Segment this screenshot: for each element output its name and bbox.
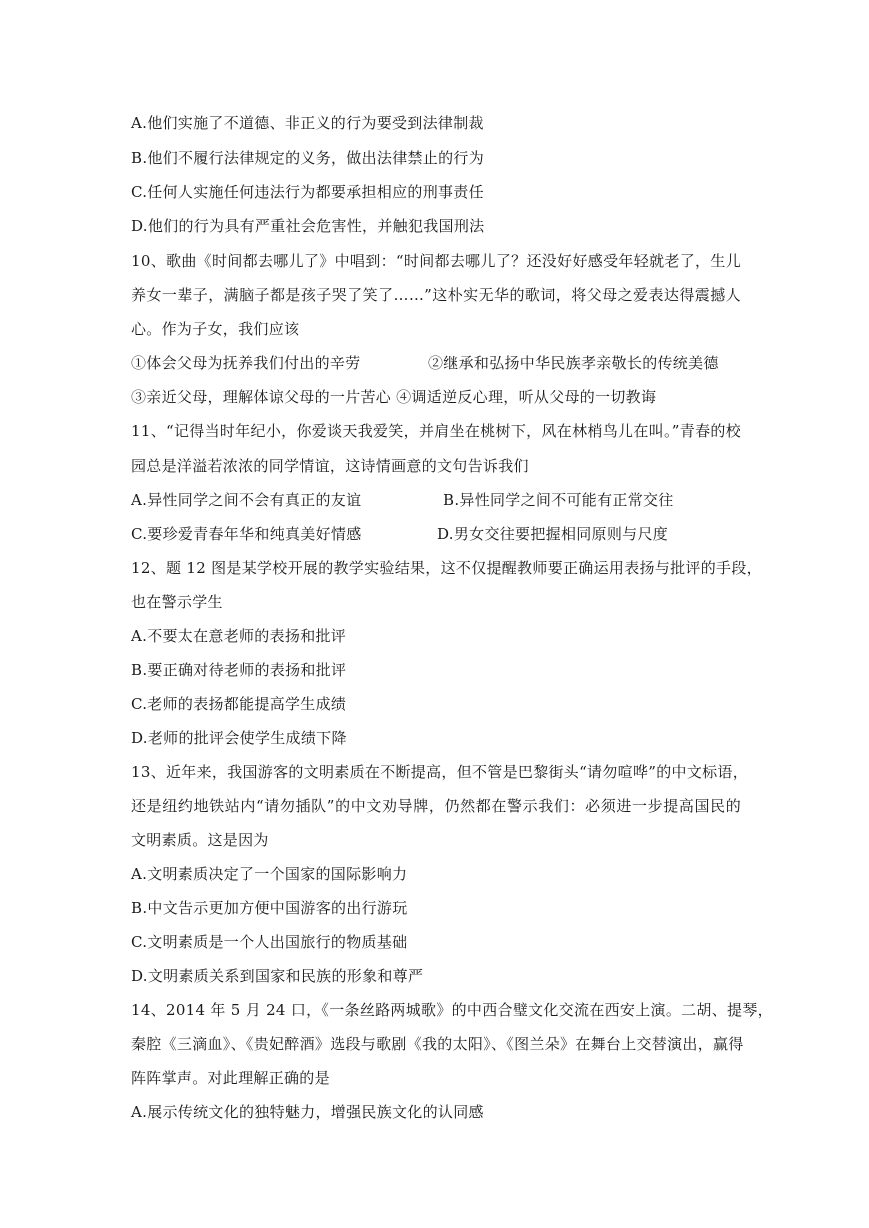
q11-stem-line-1: 11、“记得当时年纪小，你爱谈天我爱笑，并肩坐在桃树下，风在林梢鸟儿在叫。”青春的校 xyxy=(131,422,741,440)
q13-stem-line-2: 还是纽约地铁站内“请勿插队”的中文劝导牌，仍然都在警示我们：必须进一步提高国民的 xyxy=(131,797,741,815)
q12-stem-line-2: 也在警示学生 xyxy=(131,593,223,611)
q9-option-c: C.任何人实施任何违法行为都要承担相应的刑事责任 xyxy=(131,183,484,201)
q12-option-d: D.老师的批评会使学生成绩下降 xyxy=(131,729,347,747)
q11-option-b: B.异性同学之间不可能有正常交往 xyxy=(443,491,674,509)
q10-stem-line-3: 心。作为子女，我们应该 xyxy=(131,320,300,338)
q12-option-a: A.不要太在意老师的表扬和批评 xyxy=(131,627,347,645)
q13-option-c: C.文明素质是一个人出国旅行的物质基础 xyxy=(131,933,408,951)
q12-option-c: C.老师的表扬都能提高学生成绩 xyxy=(131,695,347,713)
q12-option-b: B.要正确对待老师的表扬和批评 xyxy=(131,661,347,679)
q10-stem-line-1: 10、歌曲《时间都去哪儿了》中唱到：“时间都去哪儿了？还没好好感受年轻就老了，生儿 xyxy=(131,252,741,270)
q10-item-2: ②继承和弘扬中华民族孝亲敬长的传统美德 xyxy=(428,354,719,372)
q11-option-d: D.男女交往要把握相同原则与尺度 xyxy=(437,525,669,543)
q13-option-b: B.中文告示更加方便中国游客的出行游玩 xyxy=(131,899,408,917)
q9-option-a: A.他们实施了不道德、非正义的行为要受到法律制裁 xyxy=(131,114,484,132)
q10-item-1: ①体会父母为抚养我们付出的辛劳 xyxy=(131,354,361,372)
q11-stem-line-2: 园总是洋溢若浓浓的同学情谊，这诗情画意的文句告诉我们 xyxy=(131,457,529,475)
q12-stem-line-1: 12、题 12 图是某学校开展的教学实验结果，这不仅提醒教师要正确运用表扬与批评的手段， xyxy=(131,559,762,577)
q10-stem-line-2: 养女一辈子，满脑子都是孩子哭了笑了……”这朴实无华的歌词，将父母之爱表达得震撼人 xyxy=(131,286,741,304)
q11-option-a: A.异性同学之间不会有真正的友谊 xyxy=(131,491,362,509)
q10-items-3-4: ③亲近父母，理解体谅父母的一片苦心 ④调适逆反心理，听从父母的一切教诲 xyxy=(131,388,657,406)
q11-option-c: C.要珍爱青春年华和纯真美好情感 xyxy=(131,525,362,543)
q13-stem-line-3: 文明素质。这是因为 xyxy=(131,831,269,849)
q14-stem-line-3: 阵阵掌声。对此理解正确的是 xyxy=(131,1069,330,1087)
q14-option-a: A.展示传统文化的独特魅力，增强民族文化的认同感 xyxy=(131,1103,484,1121)
q9-option-b: B.他们不履行法律规定的义务，做出法律禁止的行为 xyxy=(131,149,484,167)
q14-stem-line-2: 秦腔《三滴血》、《贵妃醉酒》选段与歌剧《我的太阳》、《图兰朵》在舞台上交替演出，赢得 xyxy=(131,1035,744,1053)
q9-option-d: D.他们的行为具有严重社会危害性，并触犯我国刑法 xyxy=(131,217,485,235)
q13-option-a: A.文明素质决定了一个国家的国际影响力 xyxy=(131,865,408,883)
q13-stem-line-1: 13、近年来，我国游客的文明素质在不断提高，但不管是巴黎街头“请勿喧哗”的中文标语， xyxy=(131,763,749,781)
q14-stem-line-1: 14、2014 年 5 月 24 口，《一条丝路两城歌》的中西合璧文化交流在西安上演。二胡、提琴， xyxy=(131,1001,773,1019)
q13-option-d: D.文明素质关系到国家和民族的形象和尊严 xyxy=(131,967,424,985)
